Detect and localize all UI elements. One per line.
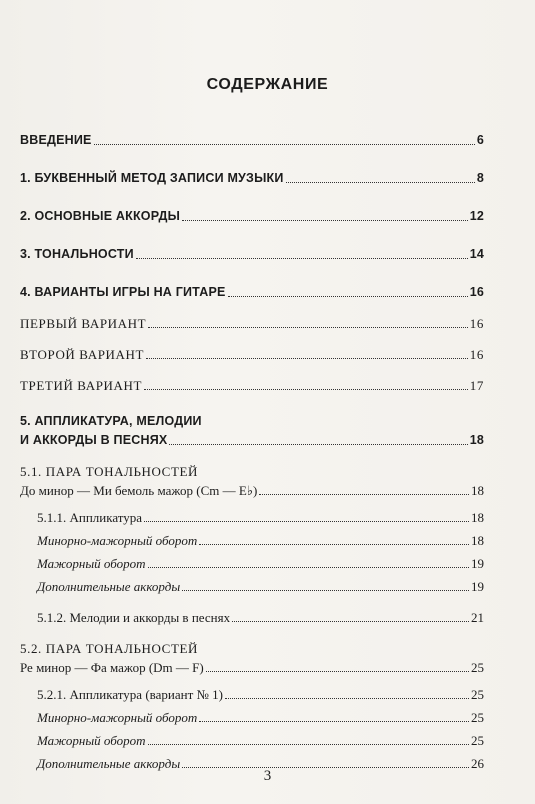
toc-entry-page: 26 — [471, 756, 484, 771]
toc-entry-label: ВВЕДЕНИЕ — [20, 133, 92, 147]
toc-entry-label: Мажорный оборот — [37, 556, 146, 571]
toc-entry-5-2-1-major[interactable] — [20, 731, 484, 750]
page-number: 3 — [263, 768, 272, 784]
toc-entry-label: Минорно-мажорный оборот — [37, 533, 198, 548]
toc-entry-page: 16 — [469, 347, 484, 362]
toc-entry-chapter-3[interactable] — [20, 245, 484, 264]
toc-entry-page: 25 — [471, 660, 484, 675]
toc-entry-label: 2. ОСНОВНЫЕ АККОРДЫ — [20, 209, 181, 223]
toc-entry-chapter-5-line-1: 5. АППЛИКАТУРА, МЕЛОДИИ — [20, 414, 202, 428]
dot-leader — [259, 494, 469, 495]
toc-entry-label: Мажорный оборот — [37, 733, 146, 748]
toc-entry-section-5-2-heading: 5.2. ПАРА ТОНАЛЬНОСТЕЙ — [20, 641, 199, 656]
dot-leader — [148, 327, 468, 328]
toc-entry-5-1-1-extra-chords[interactable] — [20, 577, 484, 596]
dot-leader — [136, 258, 468, 259]
toc-entry-chapter-4[interactable] — [20, 283, 484, 302]
toc-entry-label: ПЕРВЫЙ ВАРИАНТ — [20, 316, 147, 331]
toc-entry-page: 19 — [471, 579, 484, 594]
toc-entry-label: ВТОРОЙ ВАРИАНТ — [20, 347, 145, 362]
toc-entry-page: 25 — [471, 733, 484, 748]
toc-entry-page: 16 — [469, 316, 484, 331]
toc-entry-page: 21 — [471, 610, 484, 625]
page-title: СОДЕРЖАНИЕ — [206, 76, 329, 93]
toc-entry-page: 8 — [476, 171, 484, 185]
dot-leader — [169, 444, 467, 445]
toc-entry-variant-2[interactable] — [20, 345, 484, 364]
toc-entry-page: 19 — [471, 556, 484, 571]
toc-entry-label: 5.1.2. Мелодии и аккорды в песнях — [37, 610, 231, 625]
toc-entry-variant-3[interactable] — [20, 376, 484, 395]
toc-entry-label: ТРЕТИЙ ВАРИАНТ — [20, 378, 143, 393]
toc-entry-label: И АККОРДЫ В ПЕСНЯХ — [20, 433, 168, 447]
dot-leader — [94, 144, 475, 145]
toc-entry-label: 5.1.1. Аппликатура — [37, 510, 143, 525]
toc-entry-page: 18 — [469, 433, 484, 447]
toc-entry-page: 14 — [469, 247, 484, 261]
dot-leader — [286, 182, 475, 183]
toc-entry-label: 1. БУКВЕННЫЙ МЕТОД ЗАПИСИ МУЗЫКИ — [20, 171, 284, 185]
toc-entry-page: 17 — [469, 378, 484, 393]
dot-leader — [225, 698, 469, 699]
toc-entry-section-5-2[interactable] — [20, 658, 484, 677]
dot-leader — [232, 621, 469, 622]
dot-leader — [146, 358, 468, 359]
dot-leader — [206, 671, 469, 672]
dot-leader — [199, 544, 469, 545]
toc-entry-chapter-2[interactable] — [20, 207, 484, 226]
dot-leader — [148, 744, 469, 745]
dot-leader — [182, 590, 469, 591]
toc-entry-5-1-1-minor-major[interactable] — [20, 531, 484, 550]
dot-leader — [144, 389, 468, 390]
table-of-contents — [20, 131, 484, 773]
dot-leader — [182, 220, 468, 221]
toc-entry-page: 12 — [469, 209, 484, 223]
dot-leader — [148, 567, 469, 568]
toc-entry-page: 18 — [471, 510, 484, 525]
toc-entry-5-1-1[interactable] — [20, 508, 484, 527]
toc-entry-page: 25 — [471, 710, 484, 725]
dot-leader — [199, 721, 469, 722]
toc-entry-label: 3. ТОНАЛЬНОСТИ — [20, 247, 134, 261]
toc-entry-5-2-1[interactable] — [20, 685, 484, 704]
toc-entry-5-2-1-minor-major[interactable] — [20, 708, 484, 727]
dot-leader — [144, 521, 469, 522]
toc-entry-label: Дополнительные аккорды — [37, 756, 181, 771]
toc-entry-introduction[interactable] — [20, 131, 484, 150]
toc-entry-page: 18 — [471, 483, 484, 498]
toc-entry-page: 25 — [471, 687, 484, 702]
toc-entry-variant-1[interactable] — [20, 314, 484, 333]
toc-entry-section-5-1-heading: 5.1. ПАРА ТОНАЛЬНОСТЕЙ — [20, 464, 199, 479]
toc-entry-label: Ре минор — Фа мажор (Dm — F) — [20, 660, 204, 675]
toc-entry-label: До минор — Ми бемоль мажор (Cm — E♭) — [20, 483, 258, 498]
toc-entry-label: Дополнительные аккорды — [37, 579, 181, 594]
toc-entry-5-1-1-major[interactable] — [20, 554, 484, 573]
toc-entry-label: Минорно-мажорный оборот — [37, 710, 198, 725]
toc-entry-page: 18 — [471, 533, 484, 548]
toc-entry-page: 6 — [476, 133, 484, 147]
dot-leader — [228, 296, 468, 297]
toc-entry-label: 5.2.1. Аппликатура (вариант № 1) — [37, 687, 223, 702]
toc-entry-page: 16 — [469, 285, 484, 299]
toc-entry-5-1-2[interactable] — [20, 608, 484, 627]
toc-entry-label: 4. ВАРИАНТЫ ИГРЫ НА ГИТАРЕ — [20, 285, 226, 299]
toc-entry-chapter-5[interactable] — [20, 431, 484, 450]
toc-entry-section-5-1[interactable] — [20, 481, 484, 500]
toc-entry-chapter-1[interactable] — [20, 169, 484, 188]
